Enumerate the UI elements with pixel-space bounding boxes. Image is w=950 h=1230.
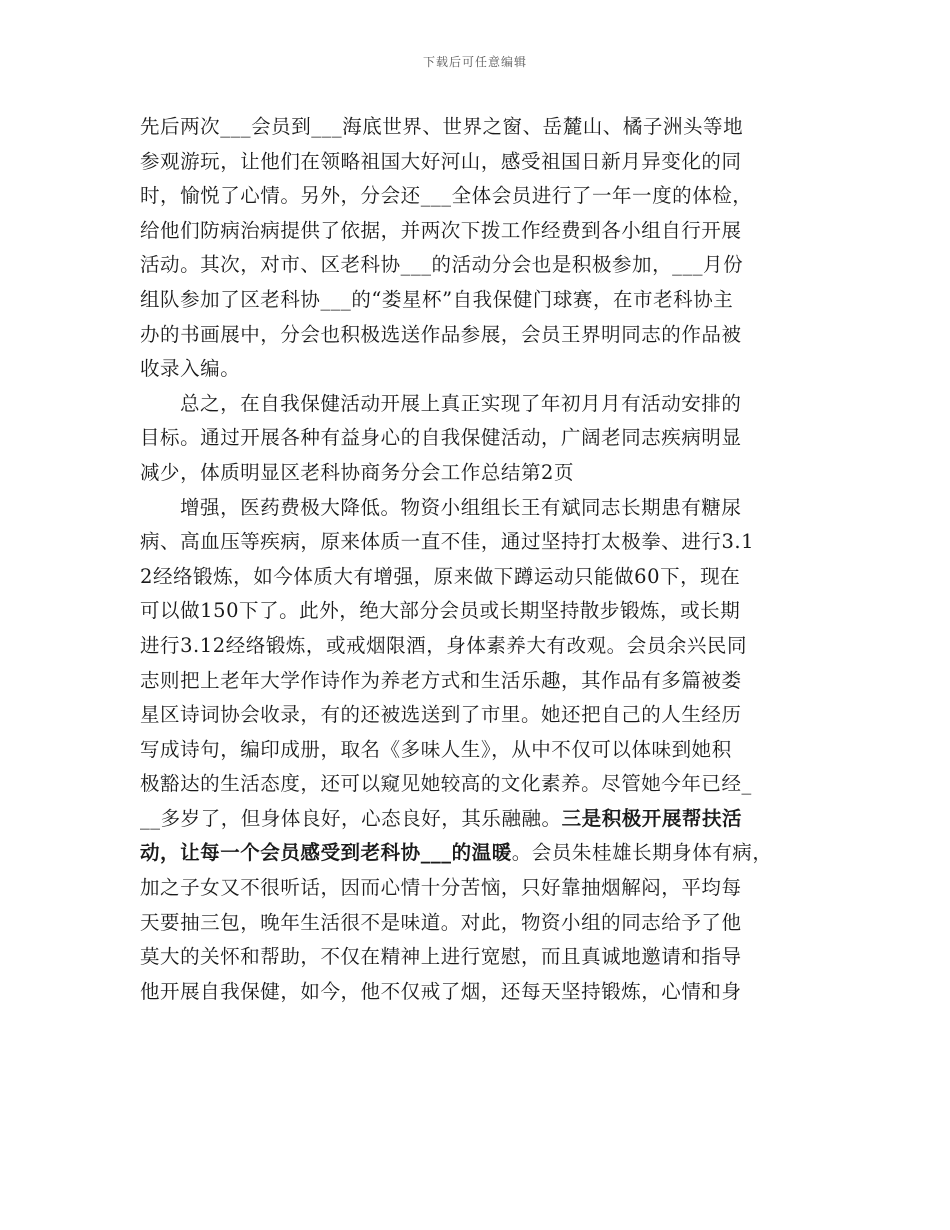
text-segment: __多岁了，但身体良好，心态良好，其乐融融。 (140, 806, 562, 830)
document-body (140, 110, 812, 1009)
text-line: 组队参加了区老科协___的“娄星杯”自我保健门球赛，在市老科协主 (140, 287, 734, 311)
text-line: 天要抽三包，晚年生活很不是味道。对此，物资小组的同志给予了他 (140, 910, 742, 934)
text-line: 活动。其次，对市、区老科协___的活动分会也是积极参加，___月份 (140, 253, 744, 277)
text-line: 他开展自我保健，如今，他不仅戒了烟，还每天坚持锻炼，心情和身 (140, 979, 742, 1003)
paragraph-start-line: 增强，医药费极大降低。物资小组组长王有斌同志长期患有糖尿 (180, 495, 742, 519)
text-line: 减少，体质明显区老科协商务分会工作总结第2页 (140, 460, 575, 484)
text-line: 极豁达的生活态度，还可以窥见她较高的文化素养。尽管她今年已经_ (140, 772, 752, 796)
text-line: 病、高血压等疾病，原来体质一直不佳，通过坚持打太极拳、进行3.1 (140, 530, 755, 554)
text-line: 2经络锻炼，如今体质大有增强，原来做下蹲运动只能做60下，现在 (140, 564, 741, 588)
text-line: 可以做150下了。此外，绝大部分会员或长期坚持散步锻炼，或长期 (140, 599, 741, 623)
text-line: 办的书画展中，分会也积极选送作品参展，会员王界明同志的作品被 (140, 322, 742, 346)
text-line: 收录入编。 (140, 357, 241, 381)
paragraph-start-line: 总之，在自我保健活动开展上真正实现了年初月月有活动安排的 (180, 391, 742, 415)
text-segment: 。会员朱桂雄长期身体有病， (511, 841, 773, 865)
text-line: 时，愉悦了心情。另外，分会还___全体会员进行了一年一度的体检， (140, 184, 753, 208)
text-line: 参观游玩，让他们在领略祖国大好河山，感受祖国日新月异变化的同 (140, 149, 742, 173)
text-line: 先后两次___会员到___海底世界、世界之窗、岳麓山、橘子洲头等地 (140, 115, 744, 138)
bold-heading-segment: 三是积极开展帮扶活 (561, 806, 743, 830)
text-line: 目标。通过开展各种有益身心的自我保健活动，广阔老同志疾病明显 (140, 426, 742, 450)
mixed-text-line (140, 836, 812, 871)
text-line: 给他们防病治病提供了依据，并两次下拨工作经费到各小组自行开展 (140, 218, 742, 242)
text-line: 进行3.12经络锻炼，或戒烟限酒，身体素养大有改观。会员余兴民同 (140, 633, 748, 657)
text-line: 莫大的关怀和帮助，不仅在精神上进行宽慰，而且真诚地邀请和指导 (140, 945, 742, 969)
bold-heading-segment: 动，让每一个会员感受到老科协___的温暖 (140, 841, 512, 865)
text-line: 星区诗词协会收录，有的还被选送到了市里。她还把自己的人生经历 (140, 703, 742, 727)
text-line: 写成诗句，编印成册，取名《多味人生》，从中不仅可以体味到她积 (140, 737, 732, 761)
text-line: 加之子女又不很听话，因而心情十分苦恼，只好靠抽烟解闷，平均每 (140, 876, 742, 900)
page-header: 下载后可任意编辑 (422, 55, 527, 69)
text-line: 志则把上老年大学作诗作为养老方式和生活乐趣，其作品有多篇被娄 (140, 668, 742, 692)
mixed-text-line (140, 802, 812, 837)
